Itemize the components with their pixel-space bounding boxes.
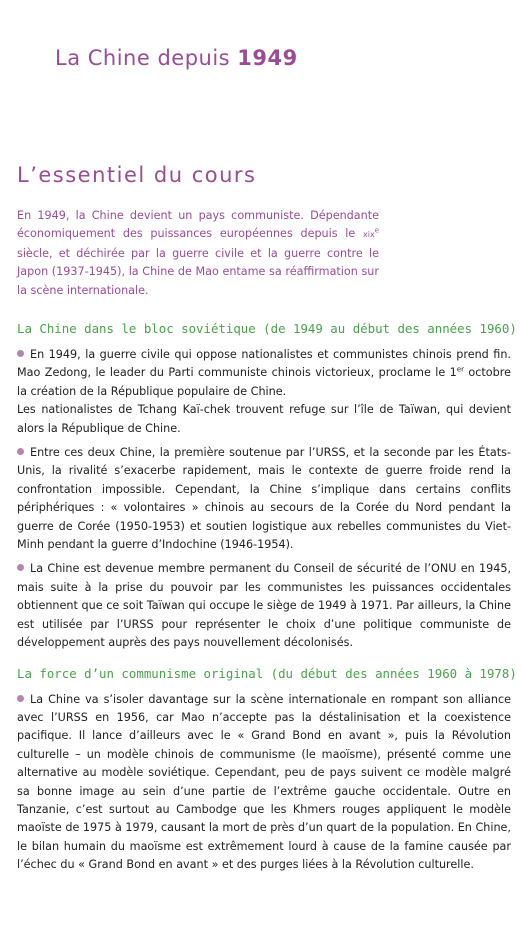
intro-text-part1: En 1949, la Chine devient un pays communiste. Dépendante économiquement des puissances européennes depuis le [17, 209, 379, 241]
bullet-icon [17, 350, 24, 357]
bullet-icon [17, 564, 24, 571]
paragraph-civil-war-text-b: octobre la création de la République populaire de Chine. [17, 366, 511, 398]
bullet-icon [17, 695, 24, 702]
paragraph-onu-text: La Chine est devenue membre permanent du Conseil de sécurité de l’ONU en 1945, mais suite à la prise du pouvoir par les communistes les puissances occidentales obtiennent que ce soit Taïwan qui occupe le siège de 1949 à 1971. Par ailleurs, la Chine est utilisée par l’URSS pour représenter le choix d’une politique communiste de développement auprès des pays nouvellement décolonisés. [17, 562, 511, 650]
paragraph-civil-war-sup: er [456, 365, 464, 374]
page-title-text: La Chine depuis [55, 46, 238, 70]
section-title: L’essentiel du cours [17, 163, 257, 187]
intro-century: xix [362, 230, 375, 240]
subsection-title-original-communism: La force d’un communisme original (du début des années 1960 à 1978) [17, 665, 517, 681]
intro-paragraph [17, 207, 379, 300]
page-title-year: 1949 [237, 46, 298, 70]
bullet-icon [17, 448, 24, 455]
paragraph-civil-war [17, 346, 511, 401]
page-title [55, 46, 298, 70]
paragraph-rivalry-text: Entre ces deux Chine, la première soutenue par l’URSS, et la seconde par les États-Unis, la rivalité s’exacerbe rapidement, mais le contexte de guerre froide rend la confrontation impossible. Cependant, la Chine s’implique dans certains conflits périphériques : « volontaires » chinois au secours de la Corée du Nord pendant la guerre de Corée (1950-1953) et soutien logistique aux rebelles communistes du Viet-Minh pendant la guerre d’Indochine (1946-1954). [17, 446, 511, 552]
paragraph-maoism [17, 691, 511, 875]
paragraph-maoism-text: La Chine va s’isoler davantage sur la scène internationale en rompant son alliance avec l’URSS en 1956, car Mao n’accepte pas la déstalinisation et la coexistence pacifique. Il lance d’ailleurs avec le « Grand Bond en avant », puis la Révolution culturelle – un modèle chinois de communisme (le maoïsme), présenté comme une alternative au modèle soviétique. Cependant, peu de pays suivent ce modèle malgré sa bonne image au sein d’une partie de l’extrême gauche occidentale. Outre en Tanzanie, c’est surtout au Cambodge que les Khmers rouges appliquent le modèle maoïste de 1975 à 1979, causant la mort de près d’un quart de la population. En Chine, le bilan humain du maoïsme est extrêmement lourd à cause de la famine causée par l’échec du « Grand Bond en avant » et des purges liées à la Révolution culturelle. [17, 692, 511, 872]
paragraph-onu [17, 560, 511, 652]
paragraph-taiwan: Les nationalistes de Tchang Kaï-chek trouvent refuge sur l’île de Taïwan, qui devient alors la République de Chine. [17, 403, 511, 435]
paragraph-rivalry [17, 444, 511, 554]
subsection-title-soviet-bloc: La Chine dans le bloc soviétique (de 1949 au début des années 1960) [17, 321, 517, 336]
paragraph-civil-war-text-a: En 1949, la guerre civile qui oppose nationalistes et communistes chinois prend fin. Mao Zedong, le leader du Parti communiste chinois victorieux, proclame le 1 [17, 348, 511, 380]
intro-century-sup: e [374, 226, 379, 235]
course-content [17, 319, 517, 881]
intro-text-part2: siècle, et déchirée par la guerre civile et la guerre contre le Japon (1937-1945), la Chine de Mao entame sa réaffirmation sur la scène internationale. [17, 246, 379, 297]
